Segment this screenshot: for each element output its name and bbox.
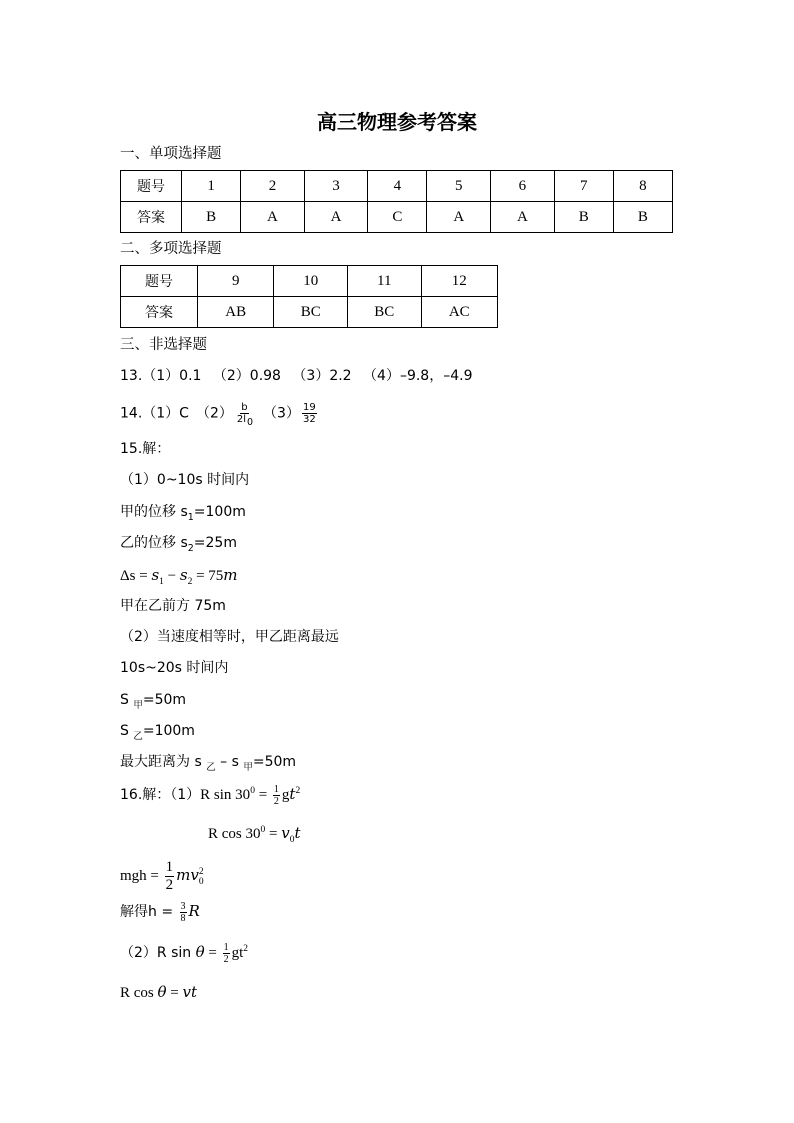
q15-line-8: S $_甲$=50m <box>120 692 187 711</box>
row-header-answer: 答案 <box>121 297 198 328</box>
table-cell: 9 <box>198 266 274 297</box>
section-heading-non-choice: 三、非选择题 <box>120 337 207 353</box>
table-cell: A <box>241 202 305 233</box>
fraction-one-half: $\frac{1}{2}$ <box>273 784 279 808</box>
table-cell: AB <box>198 297 274 328</box>
answer-q13: 13.（1）0.1 （2）0.98 （3）2.2 （4）–9.8，–4.9 <box>120 368 473 384</box>
q16-equation-5: R cos θ = vt <box>120 983 198 1001</box>
q15-line-5: 甲在乙前方 75m <box>120 598 226 614</box>
table-cell: B <box>182 202 241 233</box>
fraction-one-half: $\frac{1}{2}$ <box>223 942 229 966</box>
table-row-question-numbers <box>121 266 498 297</box>
table-cell: 4 <box>368 171 427 202</box>
q16-equation-3: mgh = $\frac{1}{2}$ mv 2 0 <box>120 859 204 894</box>
table-cell: 11 <box>347 266 421 297</box>
table-cell: B <box>613 202 672 233</box>
q16-result: 解得h = $\frac{3}{8}$ R <box>120 901 200 925</box>
fraction-19-over-32 <box>302 402 317 425</box>
row-header-answer: 答案 <box>121 202 182 233</box>
fraction-three-eighths: $\frac{3}{8}$ <box>180 901 186 925</box>
table-cell: 7 <box>554 171 613 202</box>
table-row-answers <box>121 297 498 328</box>
table-cell: 10 <box>274 266 348 297</box>
table-cell: B <box>554 202 613 233</box>
table-cell: 5 <box>427 171 491 202</box>
q16-equation-4: （2）R sin θ = $\frac{1}{2}$ $gt^2$ <box>120 942 249 966</box>
section-heading-multiple-choice: 二、多项选择题 <box>120 241 222 257</box>
page-title: 高三物理参考答案 <box>317 110 477 134</box>
q16-equation-1: 16.解：（1）R $\sin 30^0$ = $\frac{1}{2}$ $gt^2$ <box>120 784 301 808</box>
row-header-question: 题号 <box>121 171 182 202</box>
table-cell: C <box>368 202 427 233</box>
table-cell: 1 <box>182 171 241 202</box>
q15-line-10: 最大距离为 s $_乙$ – s $_甲$=50m <box>120 754 297 773</box>
q16-equation-2: R $\cos 30^0 = v_0t$ <box>208 824 301 845</box>
q14-prefix: 14.（1）C （2） <box>120 405 233 422</box>
q15-line-6: （2）当速度相等时，甲乙距离最远 <box>120 629 339 645</box>
single-choice-answer-table <box>120 170 673 233</box>
multiple-choice-answer-table <box>120 265 498 328</box>
q15-line-9: S $_乙$=100m <box>120 723 195 742</box>
table-cell: A <box>491 202 555 233</box>
fraction-b-over-2l0 <box>235 402 254 428</box>
table-cell: 12 <box>421 266 497 297</box>
table-cell: A <box>304 202 368 233</box>
fraction-denominator: 32 <box>302 414 316 425</box>
fraction-denominator: $2l_0$ <box>236 414 254 428</box>
table-cell: BC <box>347 297 421 328</box>
q15-line-2: 甲的位移 $s_1=100m$ <box>120 504 246 523</box>
fraction-one-half: $\frac{1}{2}$ <box>165 859 174 894</box>
table-cell: AC <box>421 297 497 328</box>
table-cell: 6 <box>491 171 555 202</box>
q15-line-1: （1）0~10s 时间内 <box>120 472 250 488</box>
q15-equation-delta-s: $\Delta s = s_1 - s_2 = 75m$ <box>120 566 238 587</box>
answer-q14 <box>120 402 319 428</box>
fraction-numerator: b <box>241 402 248 413</box>
q15-heading: 15.解： <box>120 441 171 457</box>
table-cell: A <box>427 202 491 233</box>
table-cell: 2 <box>241 171 305 202</box>
table-row-answers <box>121 202 673 233</box>
row-header-question: 题号 <box>121 266 198 297</box>
section-heading-single-choice: 一、单项选择题 <box>120 146 222 162</box>
table-cell: BC <box>274 297 348 328</box>
q14-mid: （3） <box>256 405 300 422</box>
q15-line-3: 乙的位移 $s_2=25m$ <box>120 535 237 554</box>
fraction-numerator: 19 <box>302 402 316 413</box>
table-cell: 8 <box>613 171 672 202</box>
table-cell: 3 <box>304 171 368 202</box>
table-row-question-numbers <box>121 171 673 202</box>
q15-line-7: 10s~20s 时间内 <box>120 660 229 676</box>
